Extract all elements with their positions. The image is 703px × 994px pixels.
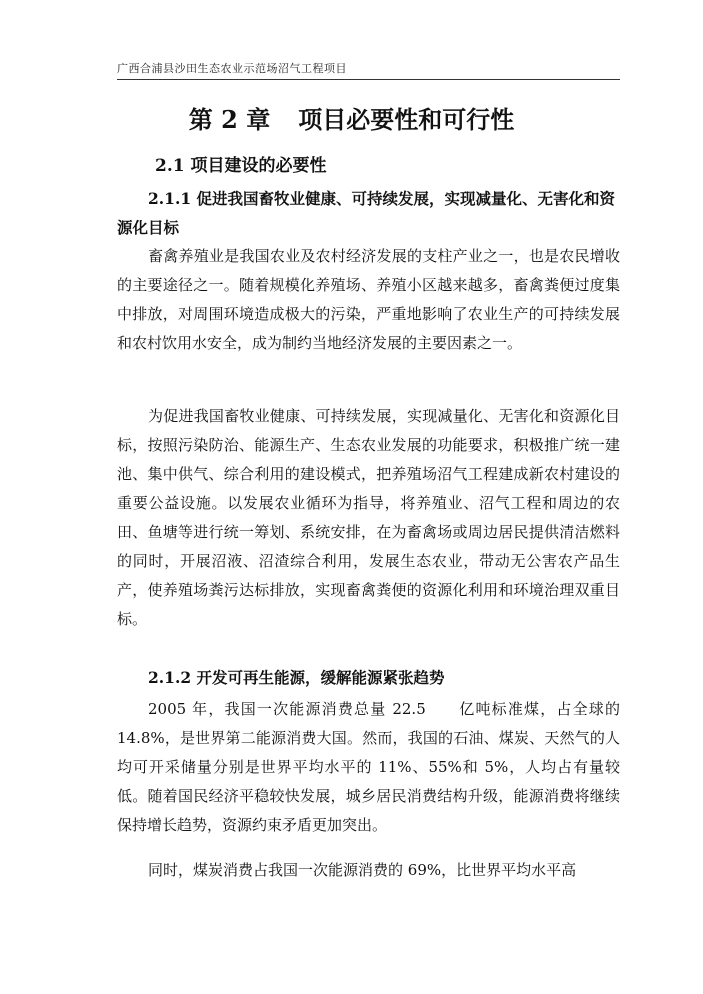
paragraph-2-1-2-1: 2005 年，我国一次能源消费总量 22.5 亿吨标准煤，占全球的 14.8%，是世界第二能源消费大国。然而，我国的石油、煤炭、天然气的人均可开采储量分别是世界平均水平的 11%、55%和 5%，人均占有量较低。随着国民经济平稳较快发展，城乡居民消费结构升级，能源消费将继续保持增长趋势，资源约束矛盾更加突出。 [117, 700, 620, 834]
header-rule [117, 79, 620, 80]
chapter-name: 项目必要性和可行性 [298, 105, 515, 134]
chapter-number: 第 2 章 [188, 105, 271, 134]
section-heading: 2.1 项目建设的必要性 [155, 156, 327, 176]
paragraph-2-1-1-1: 畜禽养殖业是我国农业及农村经济发展的支柱产业之一，也是农民增收的主要途径之一。随着规模化养殖场、养殖小区越来越多，畜禽粪便过度集中排放，对周围环境造成极大的污染，严重地影响了农业生产的可持续发展和农村饮用水安全，成为制约当地经济发展的主要因素之一。 [117, 247, 620, 352]
paragraph-2-1-1-2: 为促进我国畜牧业健康、可持续发展，实现减量化、无害化和资源化目标，按照污染防治、能源生产、生态农业发展的功能要求，积极推广统一建池、集中供气、综合利用的建设模式，把养殖场沼气工程建成新农村建设的重要公益设施。以发展农业循环为指导，将养殖业、沼气工程和周边的农田、鱼塘等进行统一筹划、系统安排，在为畜禽场或周边居民提供清洁燃料的同时，开展沼液、沼渣综合利用，发展生态农业，带动无公害农产品生产，使养殖场粪污达标排放，实现畜禽粪便的资源化利用和环境治理双重目标。 [117, 407, 620, 628]
subsection-heading-2-1-2: 2.1.2 开发可再生能源，缓解能源紧张趋势 [148, 668, 445, 687]
chapter-title [0, 100, 703, 135]
running-header: 广西合浦县沙田生态农业示范场沼气工程项目 [117, 62, 347, 75]
subsection-heading-2-1-1: 2.1.1 促进我国畜牧业健康、可持续发展，实现减量化、无害化和资源化目标 [117, 189, 616, 237]
paragraph-2-1-2-2: 同时，煤炭消费占我国一次能源消费的 69%，比世界平均水平高 [148, 861, 577, 879]
